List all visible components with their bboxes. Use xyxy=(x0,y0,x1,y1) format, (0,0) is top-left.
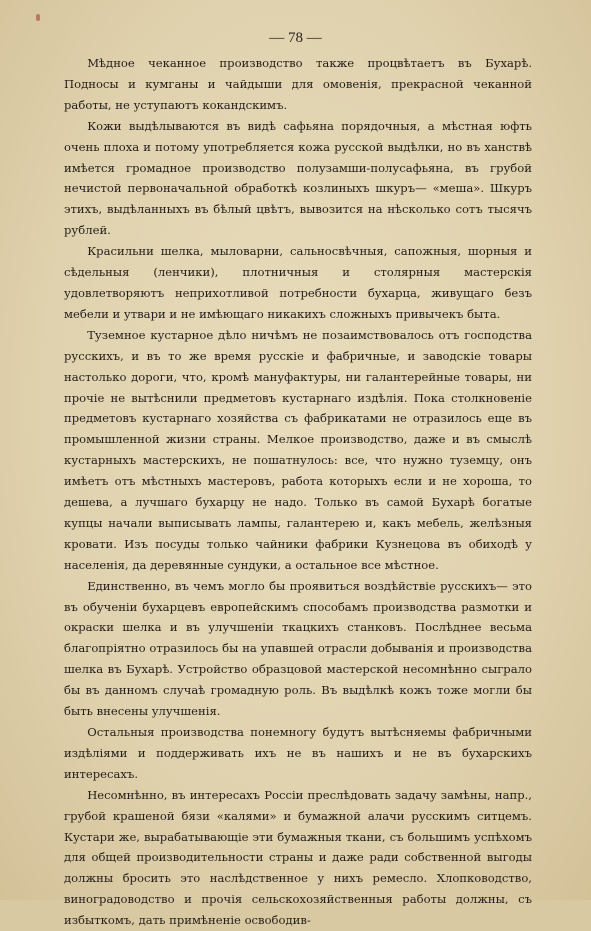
page-number: — 78 — xyxy=(269,30,322,46)
paragraph-copper: Мѣдное чеканное производство также процвѣтаетъ въ Бухарѣ. Подносы и кумганы и чайдыши для омовенія, прекрасной чеканной работы, не уступаютъ кокандскимъ. xyxy=(64,56,532,112)
paragraph-russia-interests: Несомнѣнно, въ интересахъ Россіи преслѣдовать задачу замѣны, напр., грубой крашеной бязи «калями» и бумажной алачи русскимъ ситцемъ. Кустари же, вырабатывающіе эти бумажныя ткани, съ большимъ успѣхомъ для общей производительности страны и даже ради собственной выгоды должны бросить это наслѣдственное у нихъ ремесло. Хлопководство, виноградоводство и прочія сельскохозяйственныя работы должны, съ избыткомъ, дать примѣненіе освободив- xyxy=(64,787,532,928)
paragraph-native-craft: Туземное кустарное дѣло ничѣмъ не позаимствовалось отъ господства русскихъ, и въ то же время русскіе и фабричные, и заводскіе товары настолько дороги, что, кромѣ мануфактуры, ни галантерейные товары, ни прочіе не вытѣснили предметовъ кустарнаго издѣлія. Пока столкновеніе предметовъ кустарнаго хозяйства съ фабрикатами не отразилось еще въ промышленной жизни страны. Мелкое производство, даже и въ смыслѣ кустарныхъ мастерскихъ, не пошатнулось: все, что нужно туземцу, онъ имѣетъ отъ мѣстныхъ мастеровъ, работа которыхъ если и не хороша, то дешева, а лучшаго бухарцу не надо. Только въ самой Бухарѣ богатые купцы начали выписывать лампы, галантерею и, какъ мебель, желѣзныя кровати. Изъ посуды только чайники фабрики Кузнецова въ обиходѣ у населенія, да деревянные сундуки, а остальное все мѣстное. xyxy=(64,327,532,572)
paragraph-russian-influence: Единственно, въ чемъ могло бы проявиться воздѣйствіе русскихъ— это въ обученіи бухарцевъ европейскимъ способамъ производства размотки и окраски шелка и въ улучшеніи ткацкихъ станковъ. Послѣднее весьма благопріятно отразилось бы на упавшей отрасли добыванія и производства шелка въ Бухарѣ. Устройство образцовой мастерской несомнѣнно сыграло бы въ данномъ случаѣ громадную роль. Въ выдѣлкѣ кожъ тоже могли бы быть внесены улучшенія. xyxy=(64,578,532,719)
ink-mark xyxy=(36,14,40,21)
paragraph-workshops: Красильни шелка, мыловарни, сальносвѣчныя, сапожныя, шорныя и сѣдельныя (ленчики), плотничныя и столярныя мастерскія удовлетворяютъ неприхотливой потребности бухарца, живущаго безъ мебели и утвари и не имѣющаго никакихъ сложныхъ привычекъ быта. xyxy=(64,244,532,321)
paragraph-other-industries: Остальныя производства понемногу будутъ вытѣсняемы фабричными издѣліями и поддерживать ихъ не въ нашихъ и не въ бухарскихъ интересахъ. xyxy=(64,725,532,781)
body-text xyxy=(64,53,532,931)
paragraph-leather: Кожи выдѣлываются въ видѣ сафьяна порядочныя, а мѣстная юфть очень плоха и потому употребляется кожа русской выдѣлки, но въ ханствѣ имѣется громадное производство полузамши-полусафьяна, въ грубой нечистой первоначальной обработкѣ козлиныхъ шкуръ— «меша». Шкуръ этихъ, выдѣланныхъ въ бѣлый цвѣтъ, вывозится на нѣсколько сотъ тысячъ рублей. xyxy=(64,118,532,238)
